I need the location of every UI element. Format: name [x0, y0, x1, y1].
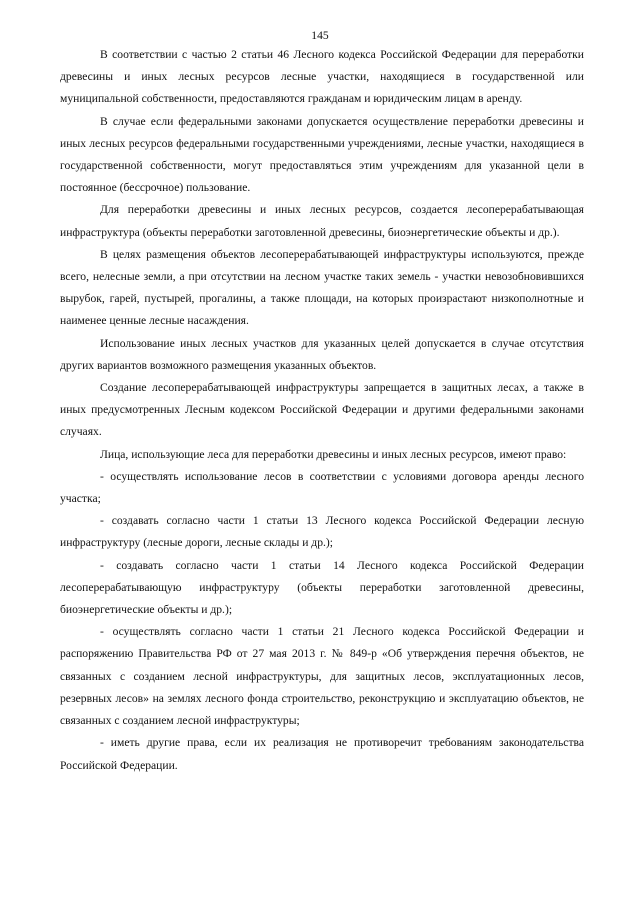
paragraph: Использование иных лесных участков для указанных целей допускается в случае отсутствия других вариантов возможного размещения указанных объектов. [60, 336, 584, 372]
page-number: 145 [311, 29, 329, 42]
paragraph: В соответствии с частью 2 статьи 46 Лесного кодекса Российской Федерации для переработки древесины и иных лесных ресурсов лесные участки, находящиеся в государственной или муниципальной собственности, предоставляются гражданам и юридическим лицам в аренду. [60, 48, 584, 106]
list-item: - осуществлять согласно части 1 статьи 21 Лесного кодекса Российской Федерации и распоряжению Правительства РФ от 27 мая 2013 г. № 849-р «Об утверждения перечня объектов, не связанных с созданием лесной инфраструктуры, для защитных лесов, эксплуатационных лесов, резервных лесов» на землях лесного фонда строительство, реконструкцию и эксплуатацию объектов, не связанных с созданием лесной инфраструктуры; [60, 625, 584, 728]
list-item: - создавать согласно части 1 статьи 14 Лесного кодекса Российской Федерации лесоперерабатывающую инфраструктуру (объекты переработки заготовленной древесины, биоэнергетические объекты и др.); [60, 558, 584, 617]
list-item: - осуществлять использование лесов в соответствии с условиями договора аренды лесного участка; [60, 469, 584, 506]
paragraph: В целях размещения объектов лесоперерабатывающей инфраструктуры используются, прежде всего, нелесные земли, а при отсутствии на лесном участке таких земель - участки невозобновившихся вырубок, гарей, пустырей, прогалины, а также площади, на которых произрастают низкополнотные и наименее ценные лесные насаждения. [60, 247, 584, 328]
paragraph: Создание лесоперерабатывающей инфраструктуры запрещается в защитных лесах, а также в иных предусмотренных Лесным кодексом Российской Федерации и другими федеральными законами случаях. [60, 381, 584, 439]
list-item: - создавать согласно части 1 статьи 13 Лесного кодекса Российской Федерации лесную инфраструктуру (лесные дороги, лесные склады и др.); [60, 514, 584, 550]
paragraph: В случае если федеральными законами допускается осуществление переработки древесины и иных лесных ресурсов федеральными государственными учреждениями, лесные участки, находящиеся в государственной собственности, могут предоставляться этим учреждениям для указанной цели в постоянное (бессрочное) пользование. [60, 114, 584, 195]
list-item: - иметь другие права, если их реализация не противоречит требованиям законодательства Российской Федерации. [60, 736, 584, 772]
document-body [60, 44, 584, 777]
paragraph: Для переработки древесины и иных лесных ресурсов, создается лесоперерабатывающая инфраструктура (объекты переработки заготовленной древесины, биоэнергетические объекты и др.). [60, 203, 584, 239]
paragraph: Лица, использующие леса для переработки древесины и иных лесных ресурсов, имеют право: [100, 447, 567, 461]
